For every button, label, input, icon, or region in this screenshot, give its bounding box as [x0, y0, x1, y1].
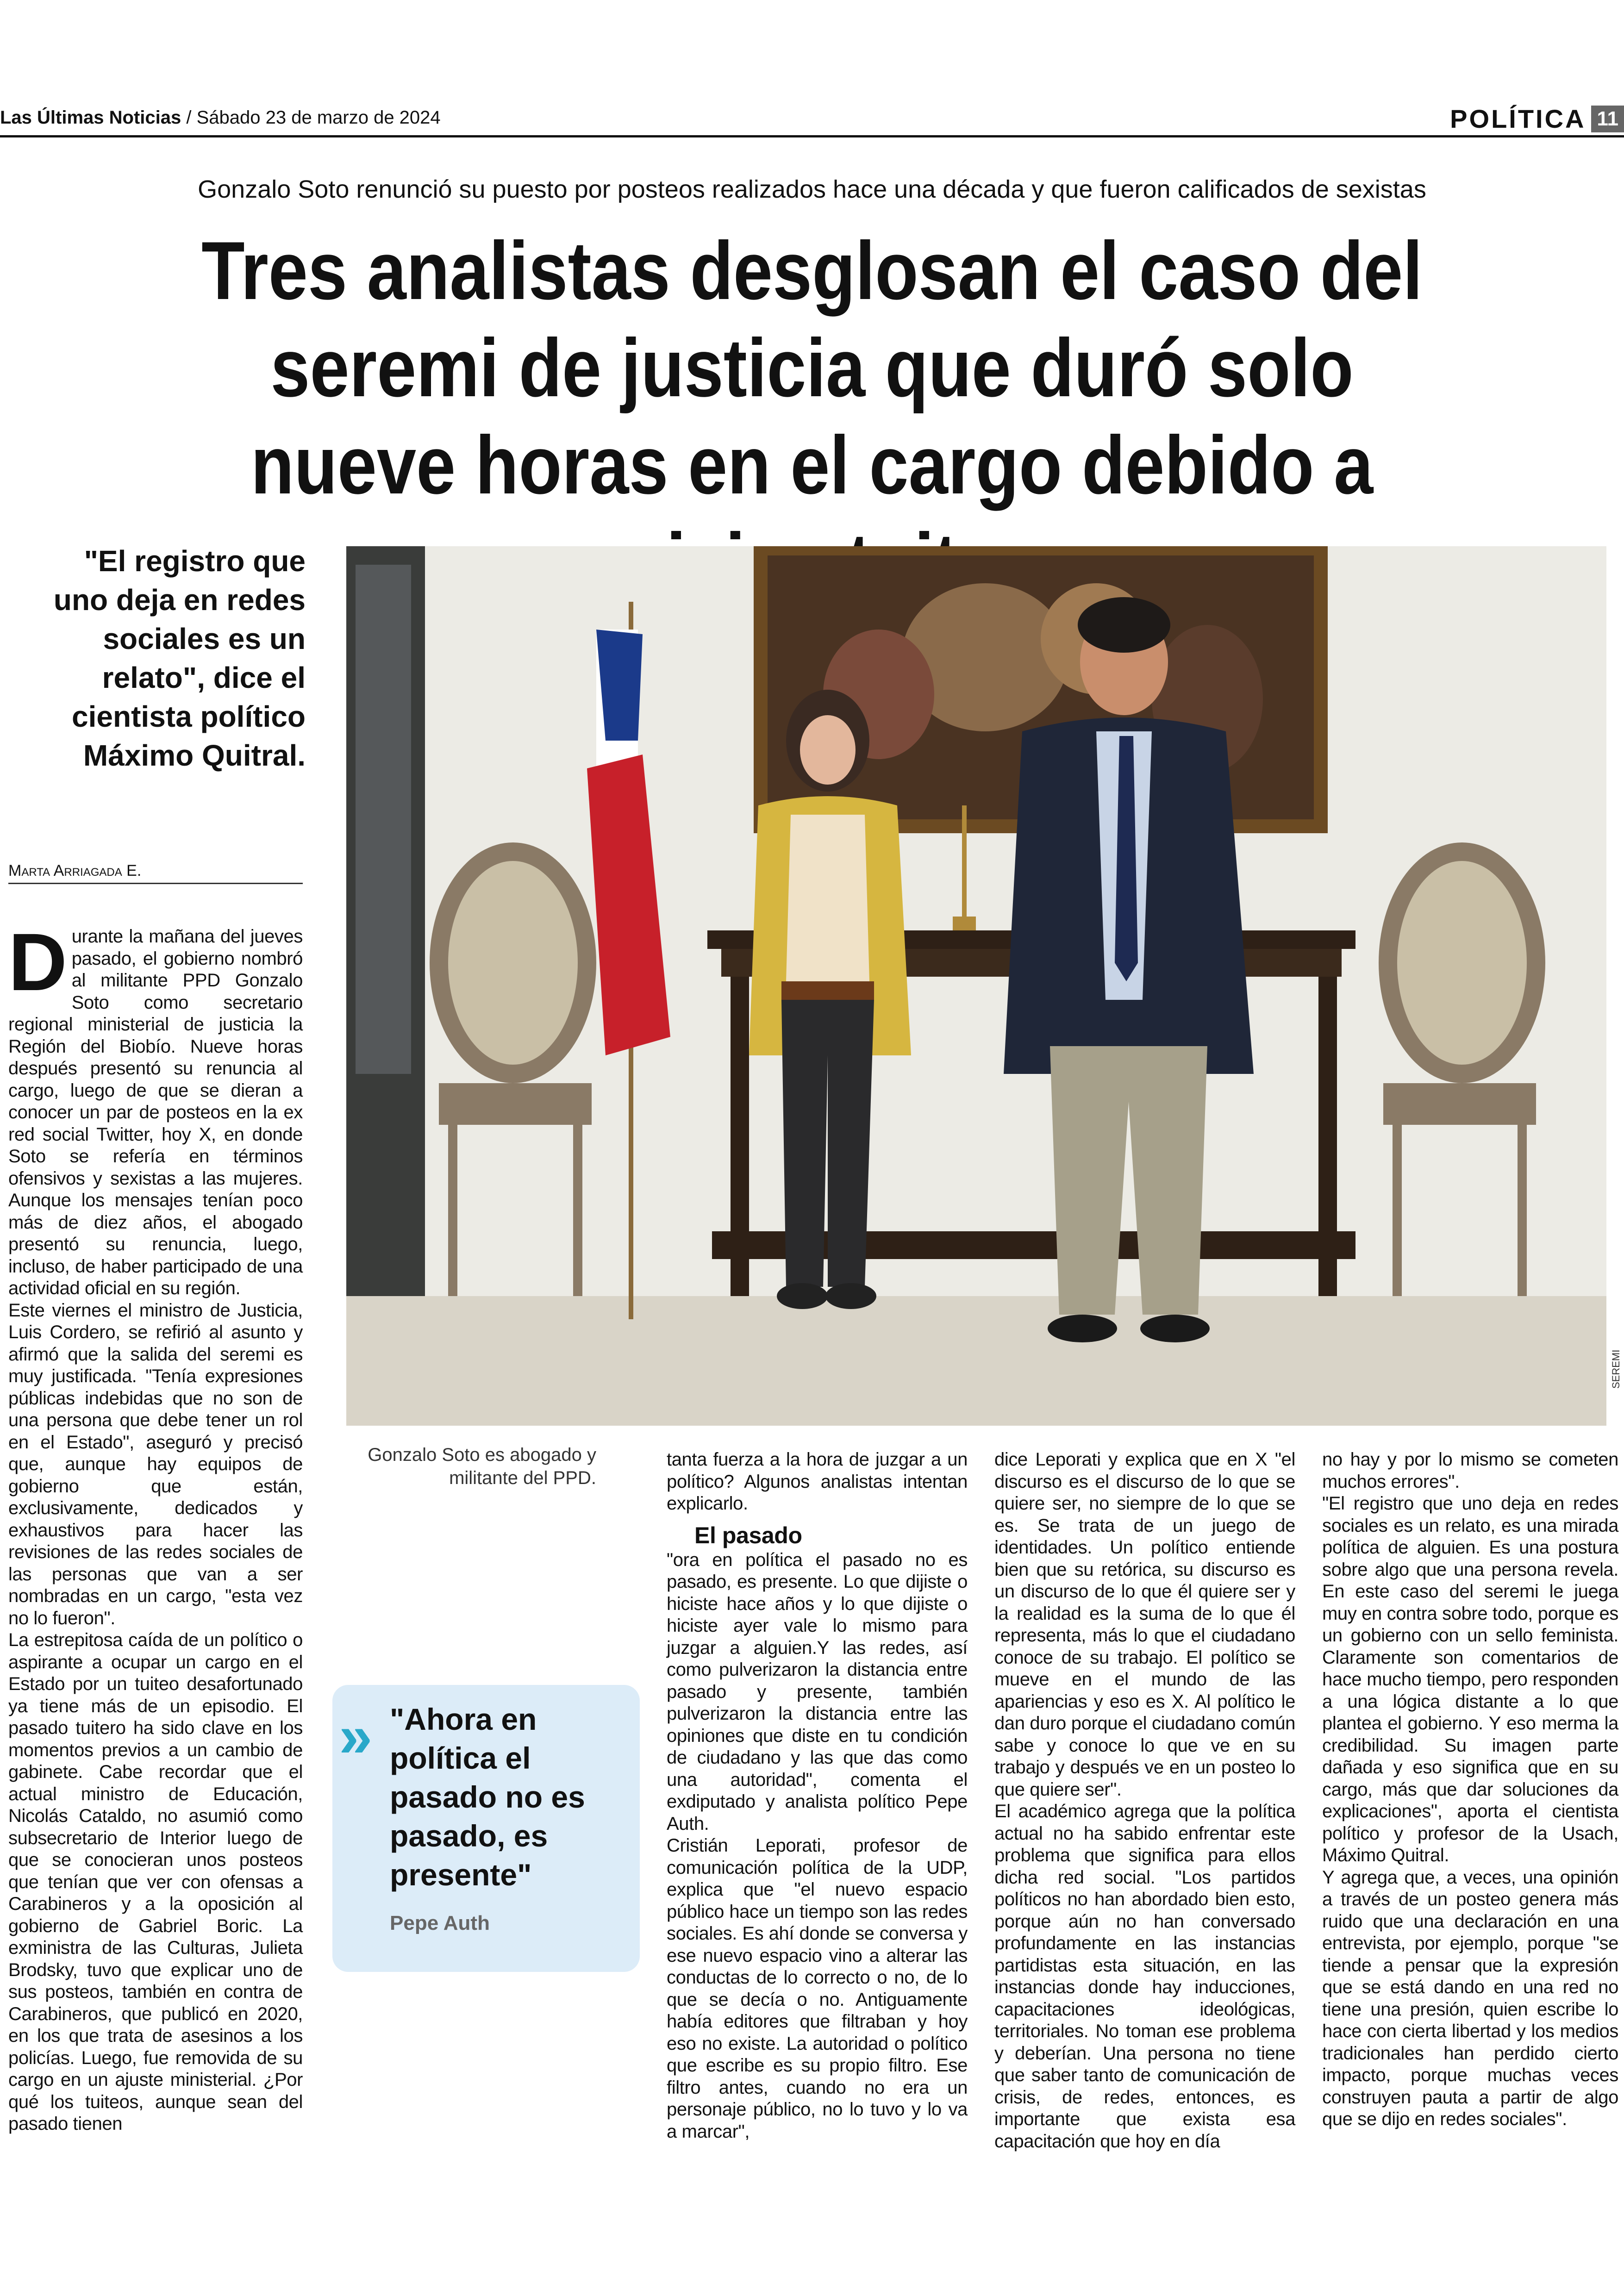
body-column-4: no hay y por lo mismo se cometen muchos errores". "El registro que uno deja en redes sociales es un relato, es una mirada política de alguien. Es una postura sobre algo que una persona revela. En este caso del seremi le juega muy en contra sobre todo, porque es un gobierno con un sello feminista. Claramente son comentarios de hace mucho tiempo, pero responden a una lógica distante a lo que plantea el gobierno. Y eso merma la credibilidad. Su imagen parte dañada y eso significa que en su cargo, más que dar soluciones da explicaciones", aporta el cientista político y profesor de la Usach, Máximo Quitral. Y agrega que, a veces, una opinión a través de un posteo genera más ruido que una declaración en una entrevista, por ejemplo, porque "se tiende a pensar que la expresión que se está dando en una red no tiene una presión, quien escribe lo hace con cierta libertad y los medios tradicionales han perdido cierto impacto, porque muchas veces construyen pauta a partir de algo que se dijo en redes sociales".: [1322, 1449, 1618, 2129]
body-column-2: [667, 1449, 968, 2143]
photo-caption: Gonzalo Soto es abogado y militante del PPD.: [368, 1445, 596, 1488]
newspaper-name: Las Últimas Noticias: [0, 107, 181, 128]
section-name: POLÍTICA: [1450, 104, 1586, 133]
drop-cap: D: [8, 917, 67, 1008]
photo-illustration: [346, 546, 1606, 1426]
article-photo: [346, 546, 1606, 1426]
body-text-2b: "ora en política el pasado no es pasado, es presente. Lo que dijiste o hiciste hace años y lo que dijiste o hiciste ayer vale lo mismo para juzgar a alguien.Y las redes, así como pulverizaron la distancia entre pasado y presente, también pulverizaron la distancia entre las opiniones que diste en tu condición de ciudadano y las que das como una autoridad", comenta el exdiputado y analista político Pepe Auth. Cristián Leporati, profesor de comunicación política de la UDP, explica que "el nuevo espacio público hace un tiempo son las redes sociales. Es ahí donde se conversa y ese nuevo espacio vino a alterar las conductas de lo correcto o no, de lo que se decía o no. Antiguamente había editores que filtraban y hoy eso no existe. La autoridad o político que escribe es su propio filtro. Ese filtro antes, cuando no era un personaje público, no lo tuvo y lo va a marcar",: [667, 1549, 968, 2142]
subhead: El pasado: [694, 1522, 802, 1548]
body-text-1: urante la mañana del jueves pasado, el gobierno nombró al militante PPD Gonzalo Soto como secretario regional ministerial de justicia la Región del Biobío. Nueve horas después presentó su renuncia al cargo, luego de que se dieran a conocer un par de posteos en la ex red social Twitter, hoy X, en donde Soto se refería en términos ofensivos y sexistas a las mujeres. Aunque los mensajes tenían poco más de diez años, el abogado presentó su renuncia, luego, incluso, de haber participado de una actividad oficial en su región. Este viernes el ministro de Justicia, Luis Cordero, se refirió al asunto y afirmó que la salida del seremi es muy justificada. "Tenía expresiones públicas indebidas que no son de una persona que debe tener un rol en el Estado", aseguró y precisó que, aunque hay equipos de gobierno que están, exclusivamente, dedicados y exhaustivos para hacer las revisiones de las redes sociales de las personas que van a ser nombradas en un cargo, "esta vez no lo fueron". La estrepitosa caída de un político o aspirante a ocupar un cargo en el Estado por un tuiteo desafortunado ya tiene más de un episodio. El pasado tuitero ha sido clave en los momentos previos a un cambio de gabinete. Cabe recordar que el actual ministro de Educación, Nicolás Cataldo, no asumió como subsecretario de Interior luego de que se conocieran unos posteos que tenían que ver con ofensas a Carabineros y a la oposición al gobierno de Gabriel Boric. La exministra de las Culturas, Julieta Brodsky, tuvo que explicar uno de sus posteos, también en contra de Carabineros, que publicó en 2020, en los que trata de asesinos a los policías. Luego, fue removida de su cargo en un ajuste ministerial. ¿Por qué los tuiteos, aunque sean del pasado tienen: [8, 926, 303, 2134]
pull-quote: [332, 1685, 640, 1972]
body-column-3: dice Leporati y explica que en X "el discurso es el discurso de lo que se quiere ser, no siempre de lo que se es. Se trata de un juego de identidades. Un político entiende bien que su retórica, su discurso es un discurso de lo que él quiere ser y la realidad es la suma de lo que él representa, más lo que el ciudadano conoce de su trabajo. El político se mueve en el mundo de las apariencias y eso es X. Al político le dan duro porque el ciudadano común sabe y conoce lo que ve en su trabajo y después ve en un posteo lo que quiere ser". El académico agrega que la política actual no ha sabido enfrentar este problema que significa para ellos dicha red social. "Los partidos políticos no han abordado bien esto, porque aún no han conversado profundamente en las instancias partidistas esta situación, en las instancias donde hay inducciones, capacitaciones ideológicas, territoriales. No toman ese problema y deberían. Una persona no tiene que saber tanto de comunicación de crisis, de redes, entonces, es importante que exista esa capacitación que hoy en día: [994, 1449, 1295, 2152]
deck-quote: "El registro que uno deja en redes sociales es un relato", dice el cientista político Máximo Quitral.: [53, 544, 306, 772]
pull-quote-text: "Ahora en política el pasado no es pasado, es presente": [390, 1702, 585, 1892]
masthead: [0, 107, 441, 128]
kicker: Gonzalo Soto renunció su puesto por posteos realizados hace una década y que fueron calificados de sexistas: [198, 175, 1426, 203]
byline: Marta Arriagada E.: [8, 862, 303, 884]
body-text-2a: tanta fuerza a la hora de juzgar a un político? Algunos analistas intentan explicarlo.: [667, 1449, 968, 1514]
issue-date: / Sábado 23 de marzo de 2024: [181, 107, 441, 128]
page-number: 11: [1591, 106, 1624, 132]
photo-credit: SEREMI: [1610, 1349, 1622, 1389]
body-column-1: [8, 917, 303, 2213]
section-label: [1450, 104, 1624, 134]
headline: Tres analistas desglosan el caso del seremi de justicia que duró solo nueve horas en el cargo debido a: [201, 225, 1423, 511]
pull-quote-author: Pepe Auth: [390, 1912, 490, 1934]
double-chevron-icon: »: [339, 1702, 373, 1770]
page-header: [0, 104, 1624, 137]
